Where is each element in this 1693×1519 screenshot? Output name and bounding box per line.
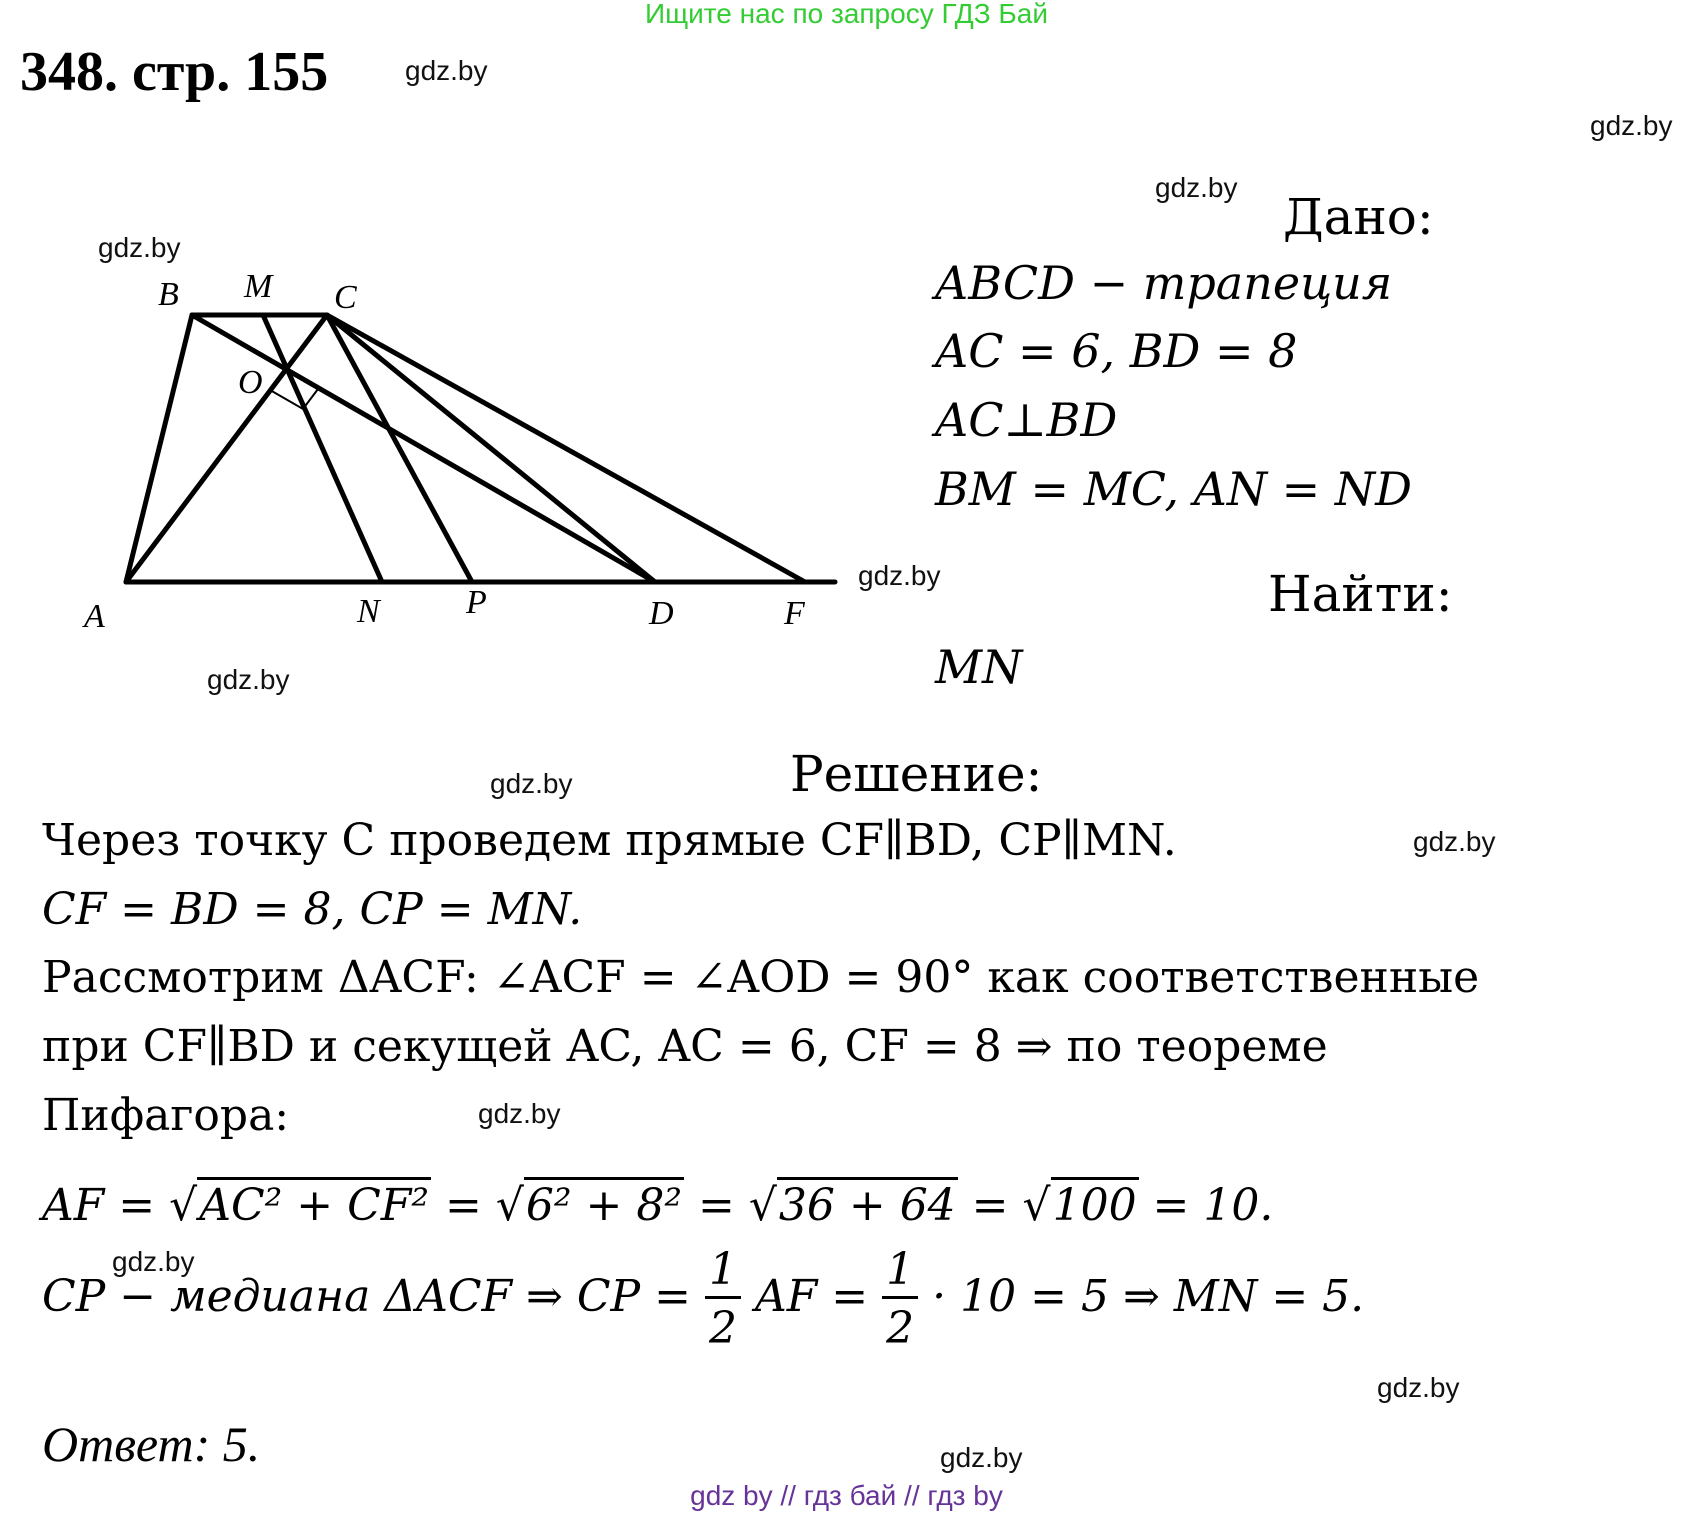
fraction-numerator: 1 bbox=[705, 1248, 741, 1299]
formula-text: AF = bbox=[42, 1180, 170, 1231]
task-title: 348. стр. 155 bbox=[20, 41, 329, 103]
root-expression: 100 bbox=[1051, 1177, 1139, 1231]
solution-line: CF = BD = 8, CP = MN. bbox=[42, 884, 583, 935]
diagonal-ac bbox=[126, 315, 327, 582]
find-value: MN bbox=[935, 640, 1023, 694]
root-expression: 36 + 64 bbox=[777, 1177, 958, 1231]
watermark: gdz.by bbox=[207, 664, 290, 695]
formula-text: · 10 = 5 ⇒ MN = 5. bbox=[932, 1271, 1365, 1322]
solution-line: при CF∥BD и секущей AC, AC = 6, CF = 8 ⇒ по теореме bbox=[42, 1021, 1328, 1072]
watermark: gdz.by bbox=[1155, 172, 1238, 203]
fraction-numerator: 1 bbox=[882, 1248, 918, 1299]
given-heading: Дано: bbox=[1283, 188, 1434, 246]
label-a: A bbox=[84, 598, 105, 635]
watermark: gdz.by bbox=[1377, 1372, 1460, 1403]
watermark: gdz.by bbox=[405, 55, 488, 86]
formula-text: = 10. bbox=[1138, 1180, 1274, 1231]
answer: Ответ: 5. bbox=[42, 1416, 261, 1472]
segment-cd bbox=[327, 315, 655, 582]
fraction-denominator: 2 bbox=[886, 1303, 915, 1354]
given-line: ABCD − трапеция bbox=[935, 256, 1393, 310]
label-n: N bbox=[357, 593, 380, 630]
watermark: gdz.by bbox=[940, 1442, 1023, 1473]
formula-text: CP − медиана ΔACF ⇒ CP = bbox=[42, 1271, 705, 1322]
label-d: D bbox=[649, 595, 674, 632]
figure-lines bbox=[126, 315, 835, 582]
given-line: AC = 6, BD = 8 bbox=[935, 324, 1298, 378]
formula-text: = bbox=[957, 1180, 1023, 1231]
label-b: B bbox=[158, 276, 179, 313]
label-p: P bbox=[466, 584, 487, 621]
watermark: gdz.by bbox=[1590, 110, 1673, 141]
label-c: C bbox=[334, 279, 357, 316]
top-banner: Ищите нас по запросу ГДЗ Бай bbox=[644, 0, 1049, 29]
diagonal-bd bbox=[192, 315, 655, 582]
find-heading: Найти: bbox=[1268, 565, 1453, 623]
label-m: M bbox=[244, 268, 273, 305]
watermark: gdz.by bbox=[98, 232, 181, 263]
fraction bbox=[705, 1244, 741, 1354]
given-line: BM = MC, AN = ND bbox=[935, 462, 1412, 516]
solution-line: Рассмотрим ΔACF: ∠ACF = ∠AOD = 90° как соответственные bbox=[42, 952, 1480, 1003]
formula-text: = bbox=[430, 1180, 496, 1231]
right-angle-mark bbox=[270, 389, 318, 409]
label-o: O bbox=[238, 364, 263, 401]
watermark: gdz.by bbox=[858, 560, 941, 591]
formula-text: AF = bbox=[755, 1271, 883, 1322]
bottom-banner: gdz by // гдз бай // гдз by bbox=[690, 1480, 1003, 1511]
watermark: gdz.by bbox=[112, 1246, 195, 1277]
trapezoid-figure bbox=[0, 0, 900, 700]
label-f: F bbox=[784, 595, 805, 632]
solution-line: Пифагора: bbox=[42, 1090, 290, 1141]
watermark: gdz.by bbox=[478, 1098, 561, 1129]
median-formula bbox=[42, 1244, 1365, 1354]
segment-mn bbox=[263, 315, 382, 582]
watermark: gdz.by bbox=[1413, 826, 1496, 857]
given-line: AC⊥BD bbox=[935, 393, 1118, 447]
solution-line: Через точку C проведем прямые CF∥BD, CP∥MN. bbox=[42, 815, 1177, 866]
fraction bbox=[882, 1244, 918, 1354]
watermark: gdz.by bbox=[490, 768, 573, 799]
root-expression: 6² + 8² bbox=[524, 1177, 684, 1231]
formula-text: = bbox=[683, 1180, 749, 1231]
pythagoras-formula: AF = √AC² + CF² = √6² + 8² = √36 + 64 = √100 = 10. bbox=[42, 1177, 1273, 1231]
root-expression: AC² + CF² bbox=[197, 1177, 431, 1231]
solution-heading: Решение: bbox=[790, 745, 1043, 803]
fraction-denominator: 2 bbox=[709, 1303, 737, 1354]
